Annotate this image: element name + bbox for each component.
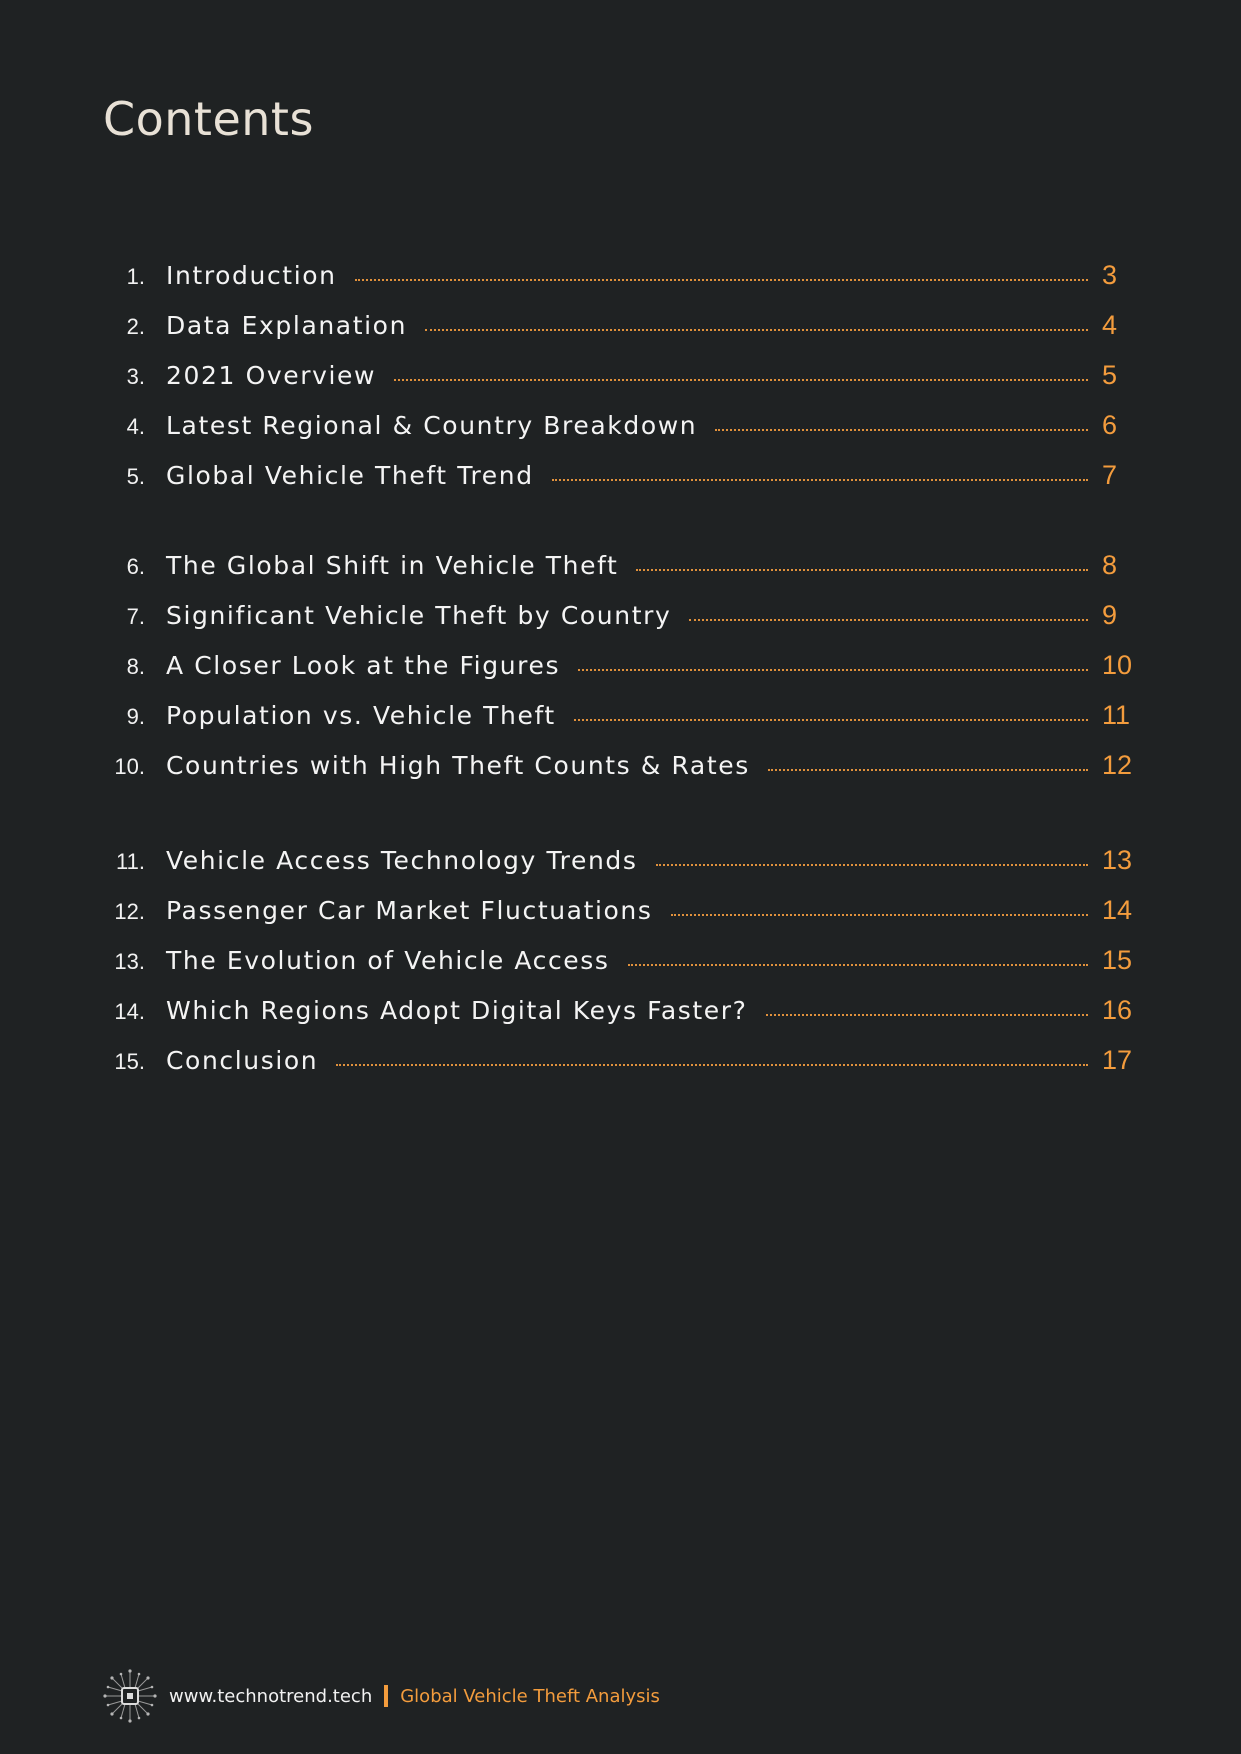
toc-entry-market-fluctuations[interactable] [90, 895, 1150, 939]
toc-entry-page-number: 9 [1102, 600, 1118, 630]
toc-entry-number: 8. [126, 654, 145, 679]
footer-divider [384, 1685, 388, 1707]
toc-entry-number: 12. [114, 899, 145, 924]
toc-entry-closer-look[interactable] [90, 650, 1150, 694]
toc-entry-page-number: 7 [1102, 460, 1118, 490]
toc-entry-page-number: 11 [1102, 700, 1131, 730]
dot-leader [636, 569, 1088, 571]
toc-entry-label: 2021 Overview [166, 361, 377, 390]
dot-leader [574, 719, 1088, 721]
page-title: Contents [103, 92, 314, 146]
toc-entry-page-number: 4 [1102, 310, 1118, 340]
toc-entry-page-number: 14 [1102, 895, 1133, 925]
circuit-chip-logo-icon [103, 1669, 157, 1723]
toc-entry-regional-breakdown[interactable] [90, 410, 1150, 454]
dot-leader [689, 619, 1088, 621]
dot-leader [552, 479, 1088, 481]
toc-entry-label: Which Regions Adopt Digital Keys Faster? [166, 996, 748, 1025]
toc-entry-introduction[interactable] [90, 260, 1150, 304]
dot-leader [768, 769, 1088, 771]
toc-entry-label: A Closer Look at the Figures [166, 651, 561, 680]
toc-entry-page-number: 13 [1102, 845, 1133, 875]
toc-entry-number: 11. [116, 849, 145, 874]
dot-leader [578, 669, 1088, 671]
toc-entry-page-number: 17 [1102, 1045, 1133, 1075]
toc-entry-digital-keys[interactable] [90, 995, 1150, 1039]
toc-entry-global-trend[interactable] [90, 460, 1150, 504]
dot-leader [355, 279, 1088, 281]
toc-entry-theft-by-country[interactable] [90, 600, 1150, 644]
toc-entry-number: 10. [114, 754, 145, 779]
dot-leader [671, 914, 1088, 916]
toc-entry-population[interactable] [90, 700, 1150, 744]
dot-leader [336, 1064, 1088, 1066]
toc-entry-label: Conclusion [166, 1046, 319, 1075]
dot-leader [766, 1014, 1088, 1016]
toc-entry-page-number: 10 [1102, 650, 1133, 680]
toc-entry-label: Vehicle Access Technology Trends [166, 846, 638, 875]
footer-website[interactable]: www.technotrend.tech [169, 1685, 373, 1707]
toc-entry-number: 1. [126, 264, 145, 289]
dot-leader [394, 379, 1088, 381]
toc-entry-label: Significant Vehicle Theft by Country [166, 601, 672, 630]
toc-entry-label: Data Explanation [166, 311, 408, 340]
toc-entry-page-number: 15 [1102, 945, 1133, 975]
toc-entry-label: Countries with High Theft Counts & Rates [166, 751, 750, 780]
toc-entry-page-number: 12 [1102, 750, 1133, 780]
toc-entry-label: Latest Regional & Country Breakdown [166, 411, 698, 440]
toc-entry-number: 13. [114, 949, 145, 974]
toc-entry-number: 3. [126, 364, 145, 389]
dot-leader [715, 429, 1088, 431]
toc-entry-data-explanation[interactable] [90, 310, 1150, 354]
toc-entry-number: 7. [126, 604, 145, 629]
toc-entry-label: Introduction [166, 261, 337, 290]
page-footer [103, 1667, 660, 1725]
toc-entry-page-number: 3 [1102, 260, 1118, 290]
toc-entry-label: Population vs. Vehicle Theft [166, 701, 556, 730]
toc-entry-high-theft-countries[interactable] [90, 750, 1150, 794]
toc-entry-number: 9. [126, 704, 145, 729]
toc-entry-number: 4. [126, 414, 145, 439]
toc-entry-2021-overview[interactable] [90, 360, 1150, 404]
dot-leader [628, 964, 1088, 966]
toc-entry-number: 15. [114, 1049, 145, 1074]
toc-entry-label: Global Vehicle Theft Trend [166, 461, 534, 490]
dot-leader [656, 864, 1088, 866]
toc-entry-page-number: 5 [1102, 360, 1118, 390]
toc-entry-page-number: 6 [1102, 410, 1118, 440]
dot-leader [425, 329, 1088, 331]
toc-entry-label: Passenger Car Market Fluctuations [166, 896, 653, 925]
toc-entry-page-number: 8 [1102, 550, 1118, 580]
toc-entry-conclusion[interactable] [90, 1045, 1150, 1089]
toc-entry-number: 6. [126, 554, 145, 579]
toc-entry-page-number: 16 [1102, 995, 1133, 1025]
toc-entry-label: The Evolution of Vehicle Access [166, 946, 610, 975]
toc-entry-label: The Global Shift in Vehicle Theft [166, 551, 619, 580]
toc-entry-global-shift[interactable] [90, 550, 1150, 594]
toc-entry-number: 2. [126, 314, 145, 339]
toc-entry-number: 5. [126, 464, 145, 489]
footer-document-title: Global Vehicle Theft Analysis [400, 1685, 660, 1707]
toc-entry-number: 14. [114, 999, 145, 1024]
toc-entry-evolution-access[interactable] [90, 945, 1150, 989]
toc-entry-access-technology[interactable] [90, 845, 1150, 889]
